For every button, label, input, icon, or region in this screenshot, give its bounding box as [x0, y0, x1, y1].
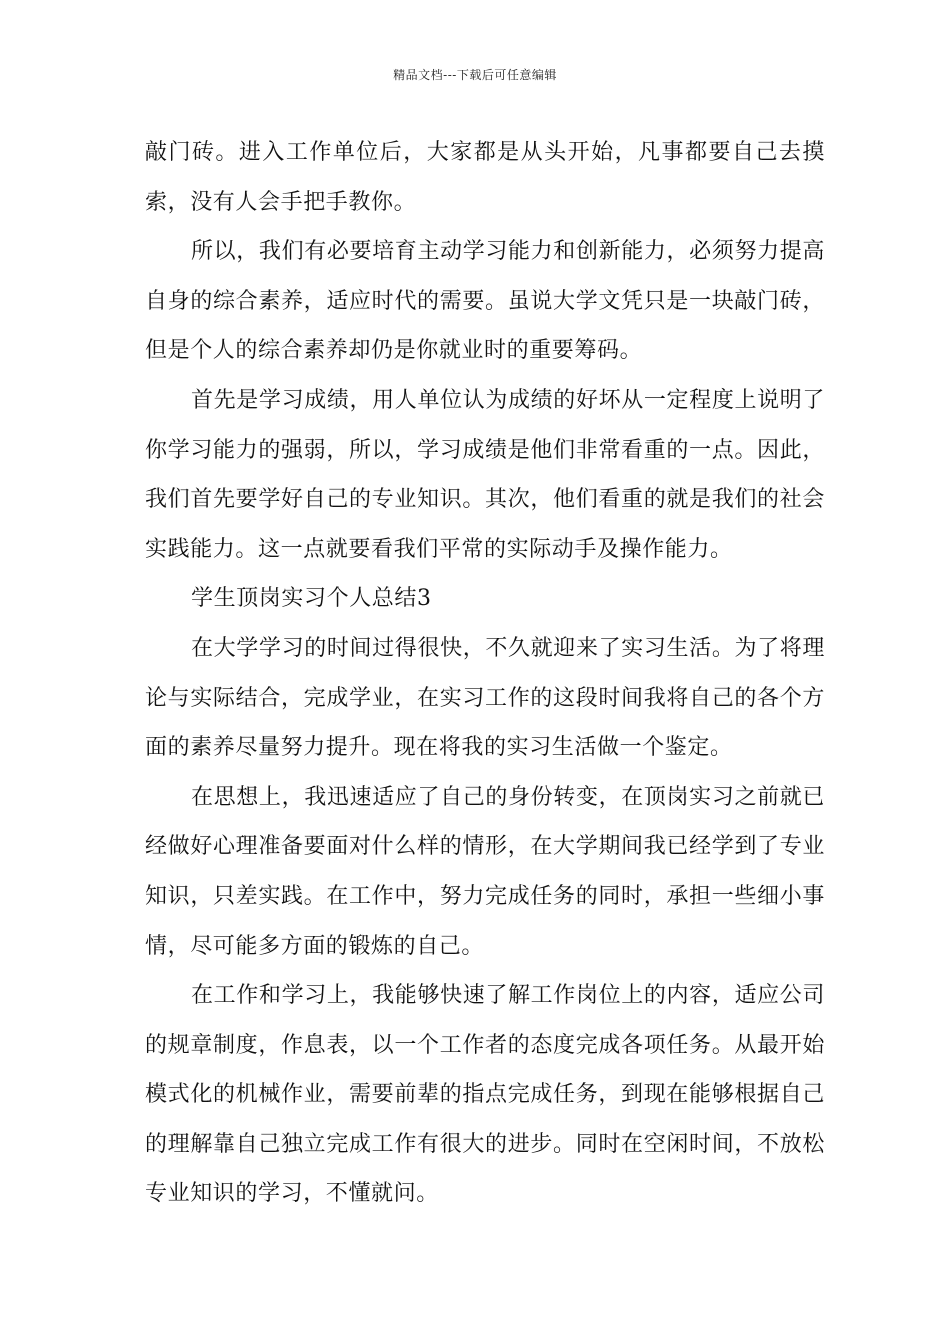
paragraph: 首先是学习成绩，用人单位认为成绩的好坏从一定程度上说明了你学习能力的强弱，所以，学习成绩是他们非常看重的一点。因此，我们首先要学好自己的专业知识。其次，他们看重的就是我们的社会实践能力。这一点就要看我们平常的实际动手及操作能力。 — [145, 387, 825, 562]
paragraph: 所以，我们有必要培育主动学习能力和创新能力，必须努力提高自身的综合素养，适应时代的需要。虽说大学文凭只是一块敲门砖，但是个人的综合素养却仍是你就业时的重要筹码。 — [145, 239, 825, 364]
section-heading: 学生顶岗实习个人总结3 — [191, 586, 432, 612]
document-body — [145, 128, 825, 1219]
paragraph: 在工作和学习上，我能够快速了解工作岗位上的内容，适应公司的规章制度，作息表，以一个工作者的态度完成各项任务。从最开始模式化的机械作业，需要前辈的指点完成任务，到现在能够根据自己的理解靠自己独立完成工作有很大的进步。同时在空闲时间，不放松专业知识的学习，不懂就问。 — [145, 983, 825, 1207]
paragraph-continuation: 敲门砖。进入工作单位后，大家都是从头开始，凡事都要自己去摸索，没有人会手把手教你。 — [145, 140, 825, 215]
page-header: 精品文档---下载后可任意编辑 — [393, 68, 557, 82]
paragraph: 在大学学习的时间过得很快，不久就迎来了实习生活。为了将理论与实际结合，完成学业，在实习工作的这段时间我将自己的各个方面的素养尽量努力提升。现在将我的实习生活做一个鉴定。 — [145, 635, 825, 761]
paragraph: 在思想上，我迅速适应了自己的身份转变，在顶岗实习之前就已经做好心理准备要面对什么样的情形，在大学期间我已经学到了专业知识，只差实践。在工作中，努力完成任务的同时，承担一些细小事情，尽可能多方面的锻炼的自己。 — [145, 784, 825, 959]
